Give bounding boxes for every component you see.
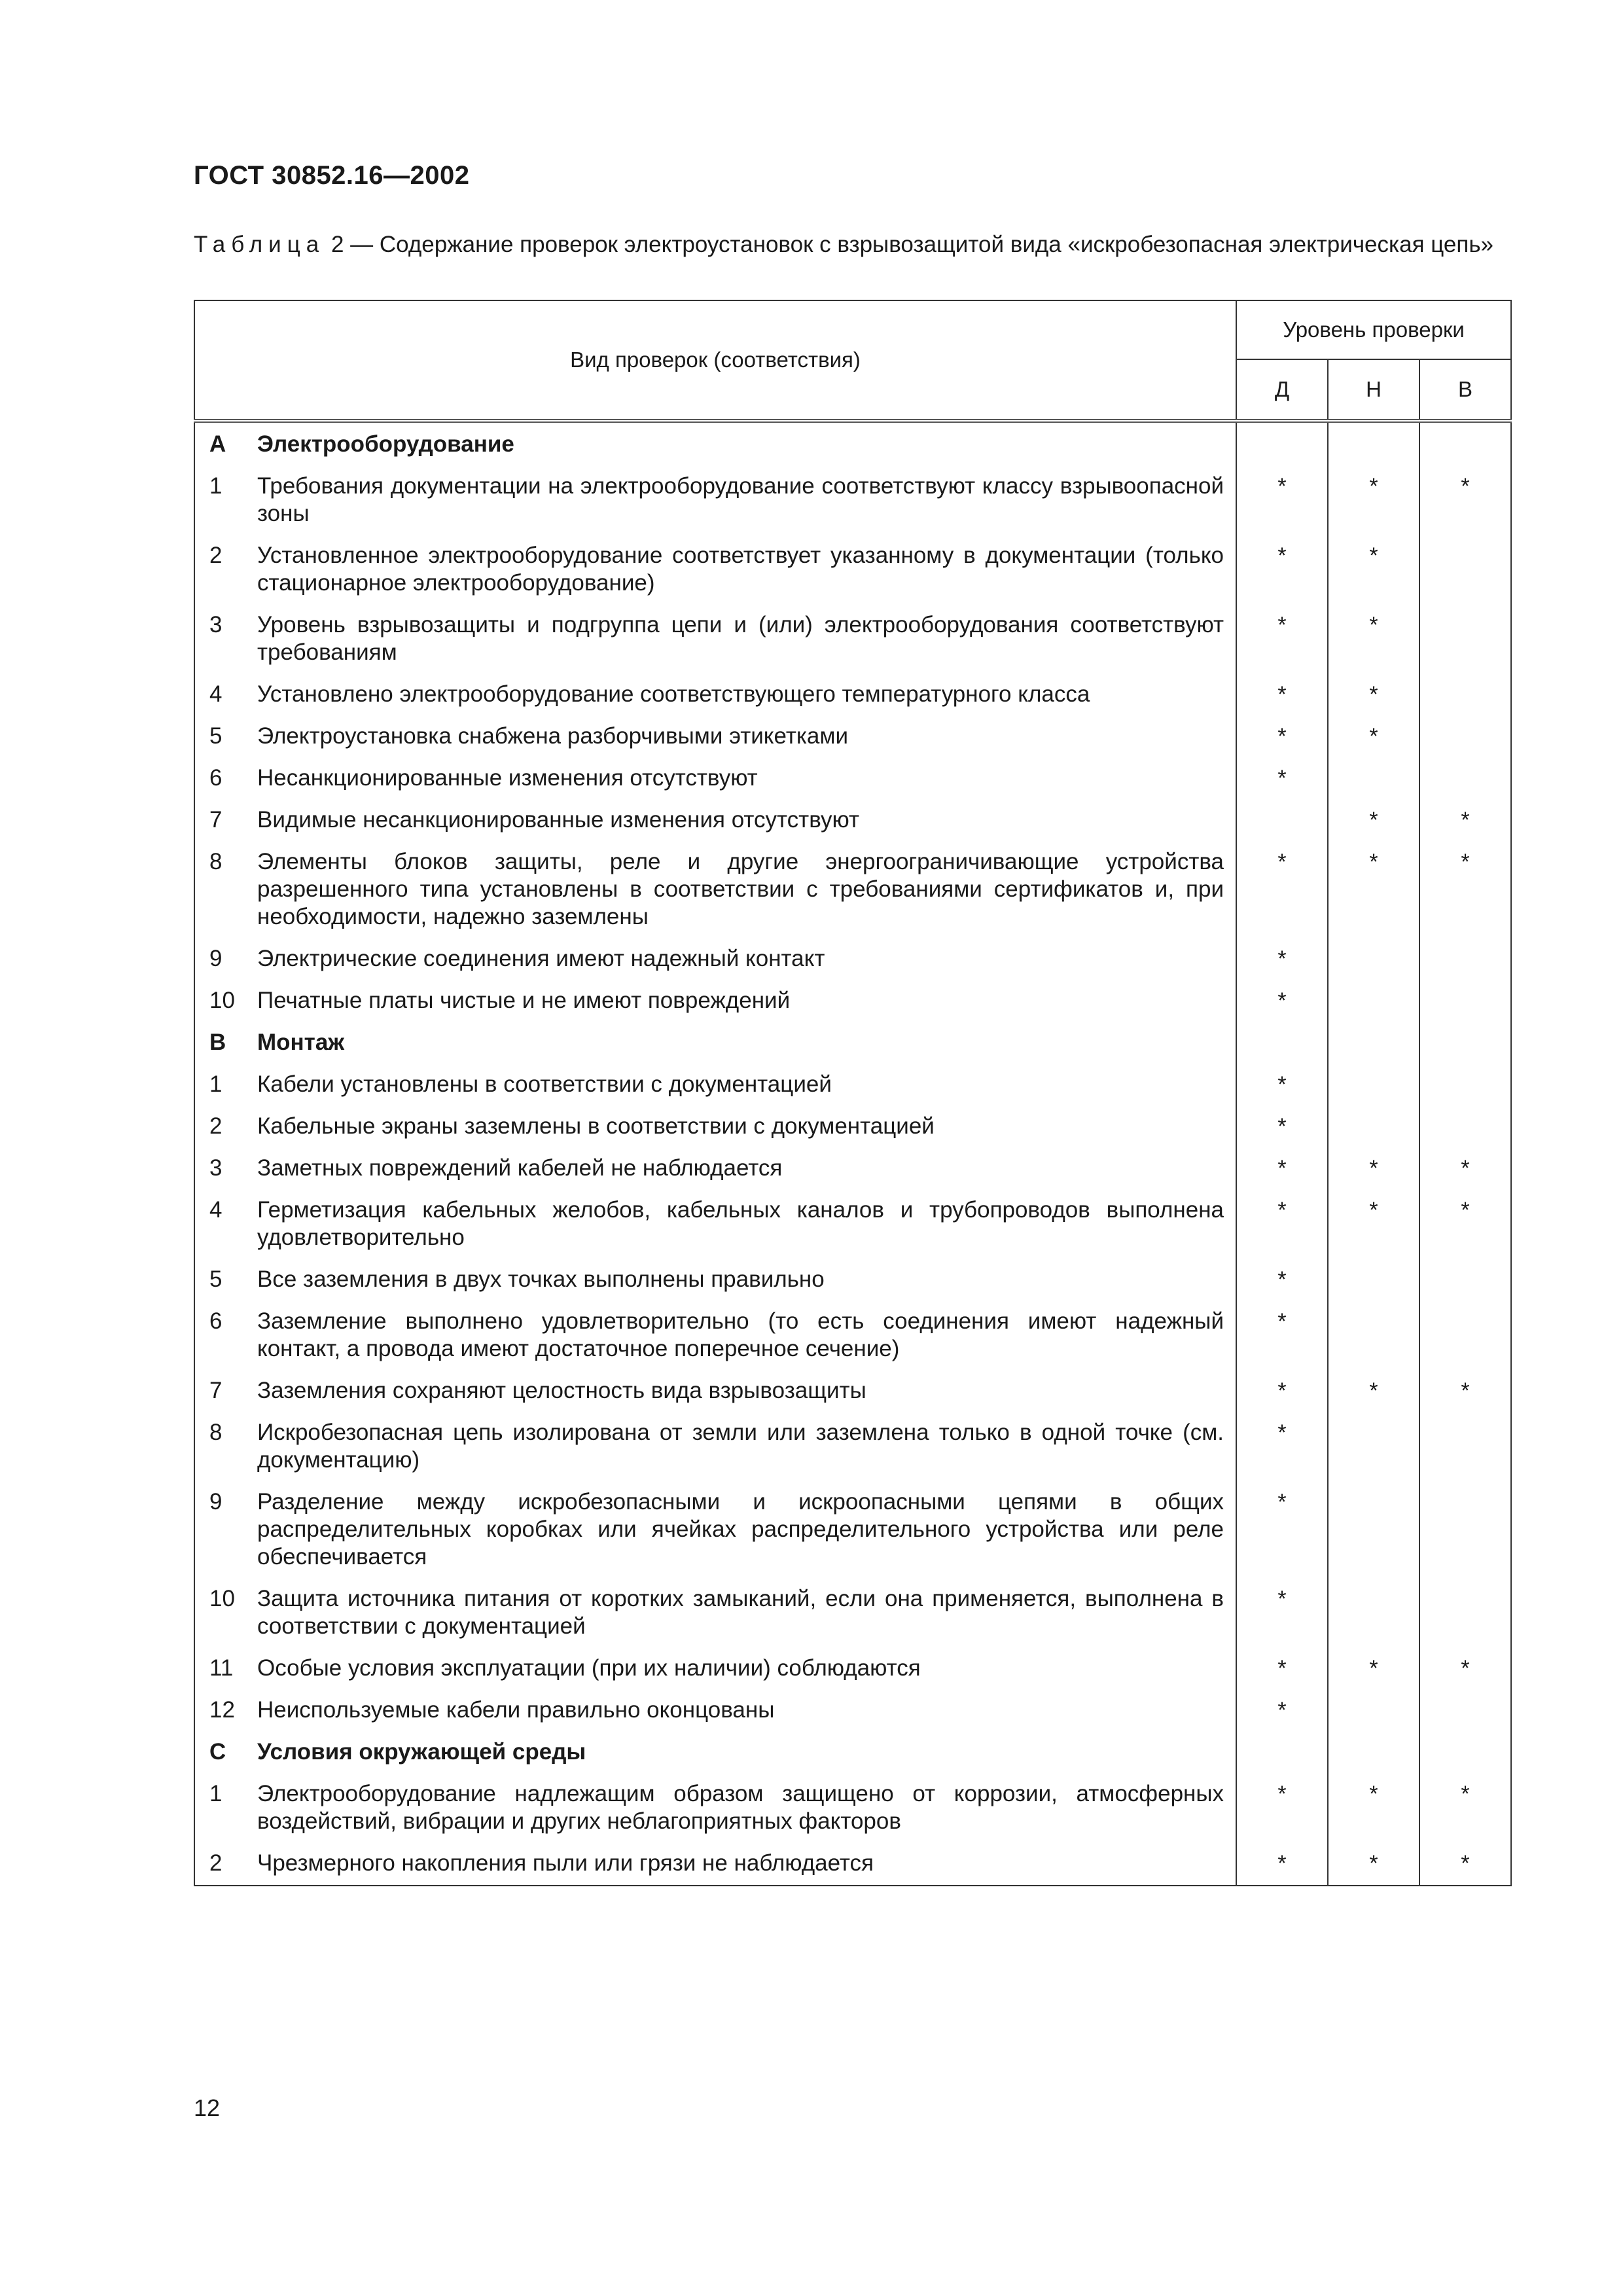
row-number: 6 [194, 758, 257, 800]
mark-d: * [1236, 1690, 1328, 1732]
row-text: Печатные платы чистые и не имеют повреждений [257, 980, 1236, 1022]
row-number: 10 [194, 1579, 257, 1648]
row-number: 6 [194, 1301, 257, 1371]
page-number: 12 [194, 2094, 221, 2121]
mark-v: * [1419, 842, 1511, 939]
row-number: 8 [194, 1412, 257, 1482]
mark-d [1236, 1022, 1328, 1064]
mark-n [1328, 1732, 1419, 1774]
mark-d [1236, 800, 1328, 842]
mark-n [1328, 1690, 1419, 1732]
row-number: 1 [194, 1774, 257, 1843]
row-text: Неиспользуемые кабели правильно оконцованы [257, 1690, 1236, 1732]
mark-v [1419, 674, 1511, 716]
mark-n [1328, 1022, 1419, 1064]
mark-d: * [1236, 1301, 1328, 1371]
mark-v [1419, 1690, 1511, 1732]
table-row [194, 1482, 1511, 1579]
table-row [194, 1690, 1511, 1732]
header-level-d: Д [1236, 359, 1328, 421]
row-text: Кабельные экраны заземлены в соответствии с документацией [257, 1106, 1236, 1148]
mark-d: * [1236, 1190, 1328, 1259]
mark-d: * [1236, 674, 1328, 716]
row-number: B [194, 1022, 257, 1064]
row-number: 7 [194, 800, 257, 842]
table-row [194, 800, 1511, 842]
mark-n [1328, 421, 1419, 466]
row-number: 1 [194, 466, 257, 535]
table-row [194, 1579, 1511, 1648]
mark-v [1419, 1064, 1511, 1106]
mark-n: * [1328, 535, 1419, 605]
row-number: 4 [194, 1190, 257, 1259]
table-row [194, 1843, 1511, 1886]
mark-d: * [1236, 1106, 1328, 1148]
table-row [194, 535, 1511, 605]
mark-v: * [1419, 1774, 1511, 1843]
row-number: 8 [194, 842, 257, 939]
mark-v [1419, 1412, 1511, 1482]
table-row [194, 466, 1511, 535]
mark-v: * [1419, 1371, 1511, 1412]
mark-n: * [1328, 1774, 1419, 1843]
row-text: Кабели установлены в соответствии с документацией [257, 1064, 1236, 1106]
mark-n: * [1328, 800, 1419, 842]
mark-v [1419, 1022, 1511, 1064]
row-number: 5 [194, 1259, 257, 1301]
mark-v [1419, 421, 1511, 466]
header-level-v: В [1419, 359, 1511, 421]
mark-d: * [1236, 758, 1328, 800]
row-text: Особые условия эксплуатации (при их наличии) соблюдаются [257, 1648, 1236, 1690]
table-row [194, 716, 1511, 758]
row-number: 4 [194, 674, 257, 716]
table-row [194, 1148, 1511, 1190]
mark-v [1419, 939, 1511, 980]
row-number: C [194, 1732, 257, 1774]
row-text: Видимые несанкционированные изменения отсутствуют [257, 800, 1236, 842]
row-text: Все заземления в двух точках выполнены правильно [257, 1259, 1236, 1301]
table-row [194, 1190, 1511, 1259]
row-text: Установленное электрооборудование соответствует указанному в документации (только стационарное электрооборудование) [257, 535, 1236, 605]
row-text: Установлено электрооборудование соответствующего температурного класса [257, 674, 1236, 716]
row-text: Чрезмерного накопления пыли или грязи не наблюдается [257, 1843, 1236, 1886]
row-number: 2 [194, 1106, 257, 1148]
row-text: Несанкционированные изменения отсутствуют [257, 758, 1236, 800]
row-text: Электроустановка снабжена разборчивыми этикетками [257, 716, 1236, 758]
checks-table [194, 300, 1512, 1886]
mark-n: * [1328, 674, 1419, 716]
mark-d: * [1236, 1064, 1328, 1106]
table-body [194, 421, 1511, 1886]
row-number: 12 [194, 1690, 257, 1732]
mark-n [1328, 1106, 1419, 1148]
row-text: Уровень взрывозащиты и подгруппа цепи и (или) электрооборудования соответствуют требованиям [257, 605, 1236, 674]
mark-d [1236, 1732, 1328, 1774]
mark-v [1419, 1106, 1511, 1148]
row-number: 1 [194, 1064, 257, 1106]
table-row [194, 758, 1511, 800]
row-number: 9 [194, 939, 257, 980]
mark-n: * [1328, 1190, 1419, 1259]
mark-d: * [1236, 1371, 1328, 1412]
mark-n: * [1328, 466, 1419, 535]
mark-v [1419, 980, 1511, 1022]
row-number: 2 [194, 535, 257, 605]
document-code: ГОСТ 30852.16—2002 [194, 161, 470, 190]
mark-v: * [1419, 1190, 1511, 1259]
mark-v [1419, 535, 1511, 605]
table-row [194, 1301, 1511, 1371]
table-row [194, 1412, 1511, 1482]
mark-d: * [1236, 1148, 1328, 1190]
mark-n [1328, 1579, 1419, 1648]
row-text: Герметизация кабельных желобов, кабельных каналов и трубопроводов выполнена удовлетворительно [257, 1190, 1236, 1259]
mark-d: * [1236, 535, 1328, 605]
mark-v: * [1419, 1648, 1511, 1690]
mark-d: * [1236, 466, 1328, 535]
row-number: 5 [194, 716, 257, 758]
row-text: Электрооборудование надлежащим образом защищено от коррозии, атмосферных воздействий, вибрации и других неблагоприятных факторов [257, 1774, 1236, 1843]
row-text: Требования документации на электрооборудование соответствуют классу взрывоопасной зоны [257, 466, 1236, 535]
section-row [194, 421, 1511, 466]
mark-n: * [1328, 716, 1419, 758]
mark-n [1328, 1064, 1419, 1106]
mark-n [1328, 1259, 1419, 1301]
mark-n [1328, 980, 1419, 1022]
table-row [194, 1774, 1511, 1843]
row-text: Заземление выполнено удовлетворительно (то есть соединения имеют надежный контакт, а провода имеют достаточное поперечное сечение) [257, 1301, 1236, 1371]
header-level-n: Н [1328, 359, 1419, 421]
mark-d: * [1236, 842, 1328, 939]
row-text: Защита источника питания от коротких замыканий, если она применяется, выполнена в соответствии с документацией [257, 1579, 1236, 1648]
mark-v [1419, 758, 1511, 800]
mark-d: * [1236, 1579, 1328, 1648]
mark-n: * [1328, 1648, 1419, 1690]
table-row [194, 980, 1511, 1022]
row-text: Электрические соединения имеют надежный контакт [257, 939, 1236, 980]
row-text: Условия окружающей среды [257, 1732, 1236, 1774]
row-text: Монтаж [257, 1022, 1236, 1064]
mark-v [1419, 1482, 1511, 1579]
mark-n [1328, 1482, 1419, 1579]
row-number: A [194, 421, 257, 466]
row-text: Разделение между искробезопасными и искроопасными цепями в общих распределительных коробках или ячейках распределительного устройства или реле обеспечивается [257, 1482, 1236, 1579]
mark-v: * [1419, 1843, 1511, 1886]
mark-d: * [1236, 1482, 1328, 1579]
table-row [194, 939, 1511, 980]
mark-n [1328, 758, 1419, 800]
mark-v [1419, 1579, 1511, 1648]
table-caption [194, 230, 1503, 259]
mark-d: * [1236, 716, 1328, 758]
mark-n [1328, 939, 1419, 980]
row-number: 7 [194, 1371, 257, 1412]
section-row [194, 1732, 1511, 1774]
table-caption-label: Таблица [194, 232, 325, 257]
mark-v [1419, 1732, 1511, 1774]
mark-v [1419, 1259, 1511, 1301]
table-row [194, 842, 1511, 939]
row-text: Заземления сохраняют целостность вида взрывозащиты [257, 1371, 1236, 1412]
mark-d: * [1236, 1648, 1328, 1690]
mark-n [1328, 1412, 1419, 1482]
mark-d: * [1236, 980, 1328, 1022]
table-row [194, 1106, 1511, 1148]
row-number: 9 [194, 1482, 257, 1579]
mark-v [1419, 605, 1511, 674]
mark-d: * [1236, 1843, 1328, 1886]
mark-v [1419, 716, 1511, 758]
row-text: Заметных повреждений кабелей не наблюдается [257, 1148, 1236, 1190]
row-text: Искробезопасная цепь изолирована от земли или заземлена только в одной точке (см. документацию) [257, 1412, 1236, 1482]
table-row [194, 1648, 1511, 1690]
mark-d [1236, 421, 1328, 466]
mark-d: * [1236, 939, 1328, 980]
table-row [194, 1259, 1511, 1301]
mark-n: * [1328, 842, 1419, 939]
header-level: Уровень проверки [1236, 300, 1511, 359]
table-caption-text: 2 — Содержание проверок электроустановок с взрывозащитой вида «искробезопасная электрическая цепь» [325, 232, 1494, 257]
mark-v: * [1419, 800, 1511, 842]
mark-n [1328, 1301, 1419, 1371]
row-number: 11 [194, 1648, 257, 1690]
mark-n: * [1328, 1148, 1419, 1190]
mark-v: * [1419, 1148, 1511, 1190]
table-row [194, 1064, 1511, 1106]
mark-d: * [1236, 1259, 1328, 1301]
mark-d: * [1236, 1412, 1328, 1482]
table-row [194, 1371, 1511, 1412]
mark-d: * [1236, 605, 1328, 674]
table-row [194, 674, 1511, 716]
row-text: Элементы блоков защиты, реле и другие энергоограничивающие устройства разрешенного типа установлены в соответствии с требованиями сертификатов и, при необходимости, надежно заземлены [257, 842, 1236, 939]
section-row [194, 1022, 1511, 1064]
row-number: 3 [194, 1148, 257, 1190]
row-number: 2 [194, 1843, 257, 1886]
row-number: 3 [194, 605, 257, 674]
table-row [194, 605, 1511, 674]
row-text: Электрооборудование [257, 421, 1236, 466]
header-check-type: Вид проверок (соответствия) [194, 300, 1236, 421]
mark-n: * [1328, 1843, 1419, 1886]
mark-v [1419, 1301, 1511, 1371]
mark-v: * [1419, 466, 1511, 535]
mark-d: * [1236, 1774, 1328, 1843]
mark-n: * [1328, 1371, 1419, 1412]
row-number: 10 [194, 980, 257, 1022]
mark-n: * [1328, 605, 1419, 674]
